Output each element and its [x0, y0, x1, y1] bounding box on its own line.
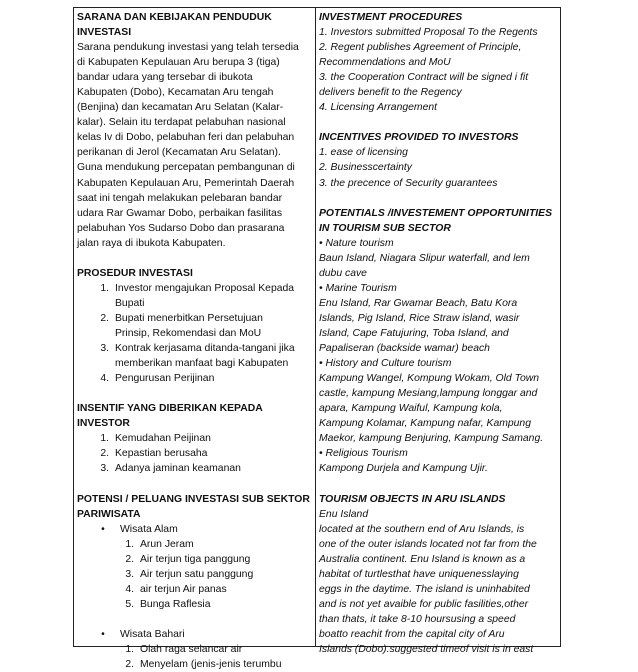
bullet-icon: • — [101, 523, 105, 535]
right-column-english — [319, 10, 557, 657]
sarana-line: perikanan di Jerol (Kecamatan Aru Selatan). — [77, 147, 281, 159]
insentif-heading: INSENTIF YANG DIBERIKAN KEPADA INVESTOR — [77, 403, 263, 430]
potentials-line: castle, kampung Mesiang,lampung longgar and — [319, 388, 538, 400]
potentials-line: Island, Cape Fatujuring, Toba Island, and — [319, 327, 509, 339]
procedures-line: 2. Regent publishes Agreement of Principle, — [319, 42, 522, 54]
list-item: 2. Bupati menerbitkan Persetujuan Prinsip, Rekomendasi dan MoU — [100, 312, 263, 339]
potentials-line: Islands, Pig Island, Rice Straw island, wasir — [319, 312, 520, 324]
potentials-line: • History and Culture tourism — [319, 358, 452, 370]
objects-line: habitat of turtlesthat have uniquenesslaying — [319, 568, 519, 580]
potensi-heading: POTENSI / PELUANG INVESTASI SUB SEKTOR — [77, 493, 310, 505]
list-item: 3. Air terjun satu panggung — [125, 568, 254, 580]
list-item: 1. Investor mengajukan Proposal Kepada Bupati — [100, 282, 295, 309]
potentials-line: • Marine Tourism — [319, 282, 397, 294]
sarana-line: Guna mendukung percepatan pembangunan di — [77, 162, 295, 174]
sarana-line: Kabupaten (Dobo), Kecamatan Aru tengah — [77, 87, 274, 99]
potensi-heading: PARIWISATA — [77, 508, 141, 520]
procedures-line: 4. Licensing Arrangement — [319, 102, 438, 114]
potentials-line: apara, Kampung Waiful, Kampung kola, — [319, 403, 503, 415]
incentives-line: 2. Businesscertainty — [319, 162, 412, 174]
document-table — [73, 7, 561, 671]
sarana-line: kalar). Selain itu terdapat pelabuhan nasional — [77, 117, 286, 129]
sarana-line: saat ini tengah melakukan pelebaran bandar — [77, 192, 283, 204]
potensi-list — [77, 522, 311, 672]
procedures-line: Recommendations and MoU — [319, 57, 451, 69]
prosedur-list — [94, 281, 311, 386]
sarana-line: pelabuhan Yos Sudarso Dobo dan prasarana — [77, 222, 285, 234]
objects-line: boatto reachit from the capital city of Aru — [319, 628, 505, 640]
list-item: • Wisata Alam 1. Arun Jeram 2. Air terjun tiga panggung 3. Air terjun satu panggung 4. air terjun Air panas 5. Bunga Raflesia — [77, 522, 311, 627]
list-item: 2. Kepastian berusaha — [100, 448, 208, 460]
list-item: 2. Menyelam (jenis-jenis terumbu — [125, 659, 282, 671]
column-divider — [315, 8, 316, 646]
sarana-body — [77, 40, 311, 251]
potentials-line: Enu Island, Rar Gwamar Beach, Batu Kora — [319, 297, 518, 309]
left-column-indonesian — [77, 10, 311, 672]
procedures-line: 1. Investors submitted Proposal To the Regents — [319, 27, 538, 39]
potentials-line: • Religious Tourism — [319, 448, 408, 460]
potentials-line: Kampung Wangel, Kompung Wokam, Old Town — [319, 373, 540, 385]
objects-line: eggs in the daytime. The island is uninhabited — [319, 583, 530, 595]
list-item: 1. Kemudahan Peijinan — [100, 433, 211, 445]
potentials-line: Kampong Durjela and Kampung Ujir. — [319, 463, 488, 475]
bullet-icon: • — [101, 628, 105, 640]
list-item: • Wisata Bahari 1. Olah raga selancar air 2. Menyelam (jenis-jenis terumbu — [77, 627, 311, 672]
potentials-heading: IN TOURISM SUB SECTOR — [319, 222, 451, 234]
objects-line: than thats, it take 8-10 hoursusing a speed — [319, 613, 516, 625]
procedures-heading: INVESTMENT PROCEDURES — [319, 12, 463, 23]
potentials-line: Maekor, kampung Benjuring, Kampung Samang. — [319, 433, 544, 445]
sarana-line: kelas Iv di Dobo, pelabuhan feri dan pelabuhan — [77, 132, 295, 144]
incentives-line: 1. ease of licensing — [319, 147, 408, 159]
list-item: 5. Bunga Raflesia — [125, 598, 211, 610]
procedures-line: delivers benefit to the Regency — [319, 87, 462, 99]
incentives-heading: INCENTIVES PROVIDED TO INVESTORS — [319, 132, 519, 144]
potentials-line: dubu cave — [319, 267, 367, 279]
prosedur-heading: PROSEDUR INVESTASI — [77, 267, 193, 279]
sarana-line: Kabupaten Kepulauan Aru, Pemerintah Daerah — [77, 177, 295, 189]
objects-heading: TOURISM OBJECTS IN ARU ISLANDS — [319, 493, 506, 505]
sarana-line: bandar udara yang tersebar di ibukota — [77, 72, 253, 84]
objects-line: located at the southern end of Aru Islands, is — [319, 523, 525, 535]
objects-line: one of the outer islands located not far from the — [319, 538, 537, 550]
sarana-line: (Benjina) dan kecamatan Aru Selatan (Kalar- — [77, 102, 284, 114]
objects-line: Islands (Dobo).suggested timeof visit is in east — [319, 643, 534, 655]
procedures-line: 3. the Cooperation Contract will be signed i fit — [319, 72, 529, 84]
list-item: 3. Adanya jaminan keamanan — [100, 463, 241, 475]
list-item: 2. Air terjun tiga panggung — [125, 553, 251, 565]
objects-line: Australia continent. Enu Island is known as a — [319, 553, 526, 565]
sarana-line: udara Rar Gwamar Dobo, perbaikan fasilitas — [77, 207, 283, 219]
potentials-line: Kampung Kolamar, Kampung nafar, Kampung — [319, 418, 531, 430]
potentials-line: Baun Island, Niagara Slipur waterfall, and lem — [319, 252, 530, 264]
list-item: 1. Arun Jeram — [125, 538, 194, 550]
objects-line: Enu Island — [319, 508, 369, 520]
potentials-line: • Nature tourism — [319, 237, 394, 249]
objects-line: and is not yet avaible for public fasilities,other — [319, 598, 529, 610]
list-item: 3. Kontrak kerjasama ditanda-tangani jika memberikan manfaat bagi Kabupaten — [100, 343, 295, 370]
sarana-line: di Kabupaten Kepulauan Aru berupa 3 (tiga) — [77, 57, 280, 69]
potentials-line: Papaliseran (backside wamar) beach — [319, 343, 490, 355]
potentials-heading: POTENTIALS /INVESTEMENT OPPORTUNITIES — [319, 207, 553, 219]
sarana-line: Sarana pendukung investasi yang telah tersedia — [77, 42, 299, 54]
sarana-heading: SARANA DAN KEBIJAKAN PENDUDUK INVESTASI — [77, 12, 272, 39]
insentif-list — [94, 431, 311, 476]
list-item: 4. Pengurusan Perijinan — [100, 373, 215, 385]
list-item: 1. Olah raga selancar air — [125, 643, 243, 655]
sarana-line: jalan raya di ibukota Kabupaten. — [77, 237, 226, 249]
incentives-line: 3. the precence of Security guarantees — [319, 177, 498, 189]
list-item: 4. air terjun Air panas — [125, 583, 227, 595]
